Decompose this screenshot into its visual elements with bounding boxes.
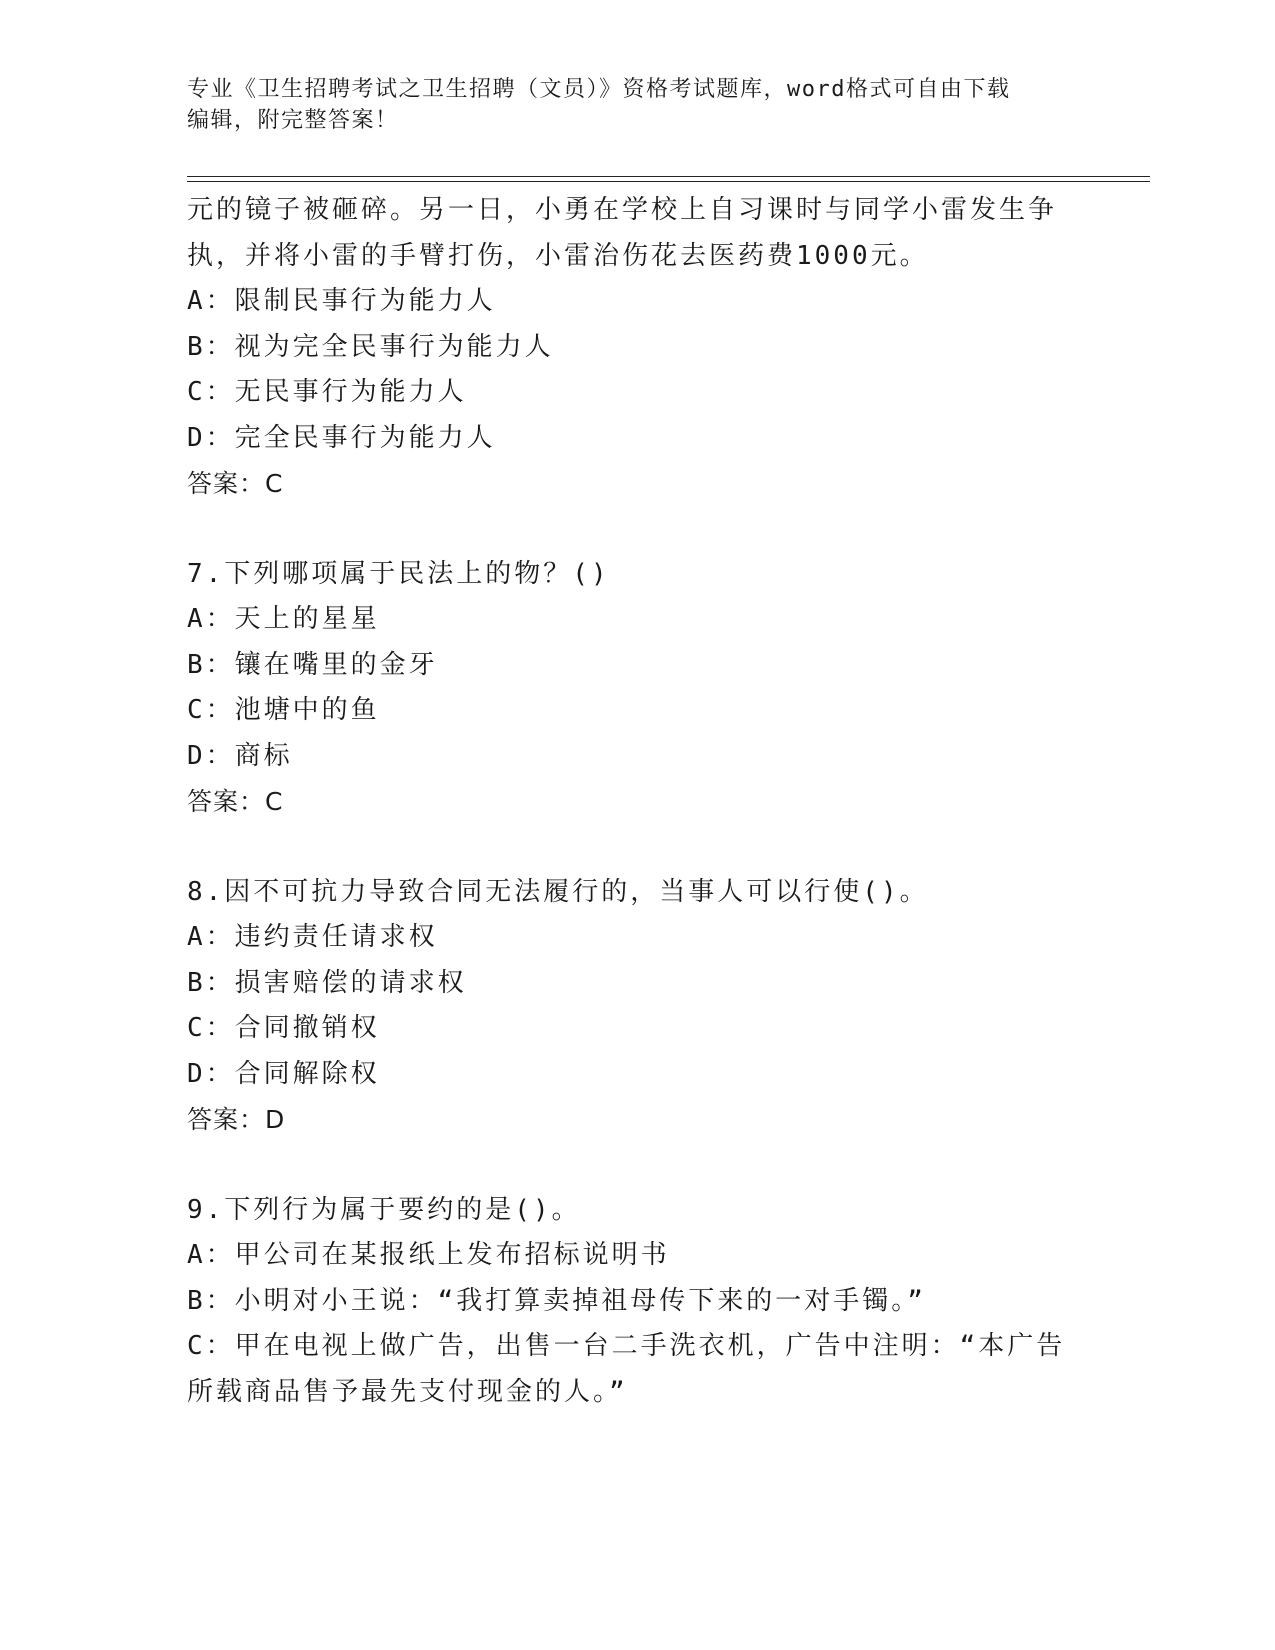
question-7-option-c: C：池塘中的鱼: [187, 695, 380, 725]
question-8-option-a: A：违约责任请求权: [187, 922, 438, 952]
question-8-option-d: D：合同解除权: [187, 1058, 380, 1089]
question-7-stem: 7.下列哪项属于民法上的物？(): [187, 558, 610, 589]
question-9-option-c-continued: 所载商品售予最先支付现金的人。”: [187, 1376, 628, 1407]
question-6-option-d: D：完全民事行为能力人: [187, 422, 496, 453]
question-9-option-c: C：甲在电视上做广告，出售一台二手洗衣机，广告中注明：“本广告: [187, 1331, 1066, 1361]
question-9-option-a: A：甲公司在某报纸上发布招标说明书: [187, 1240, 670, 1270]
question-6-option-c: C：无民事行为能力人: [187, 377, 467, 407]
question-8-stem: 8.因不可抗力导致合同无法履行的，当事人可以行使()。: [187, 876, 929, 907]
question-7-answer: 答案：C: [187, 787, 284, 816]
question-6-answer: 答案：C: [187, 469, 284, 498]
spacer: [187, 825, 1087, 870]
question-8-option-c: C：合同撤销权: [187, 1013, 380, 1043]
question-content: [187, 188, 1087, 1415]
question-6-option-a: A：限制民事行为能力人: [187, 286, 496, 316]
question-7-option-b: B：镶在嘴里的金牙: [187, 649, 438, 680]
question-8-answer: 答案：D: [187, 1105, 286, 1134]
question-9-option-b: B：小明对小王说：“我打算卖掉祖母传下来的一对手镯。”: [187, 1285, 926, 1316]
question-7-option-d: D：商标: [187, 740, 293, 771]
question-6-option-b: B：视为完全民事行为能力人: [187, 331, 554, 362]
question-9-stem: 9.下列行为属于要约的是()。: [187, 1194, 581, 1225]
question-6-stem-line-2: 执，并将小雷的手臂打伤，小雷治伤花去医药费1000元。: [187, 240, 929, 271]
document-header: [187, 74, 1087, 136]
question-7-option-a: A：天上的星星: [187, 604, 380, 634]
spacer: [187, 507, 1087, 552]
header-divider-top: [187, 176, 1150, 177]
spacer: [187, 1143, 1087, 1188]
question-8-option-b: B：损害赔偿的请求权: [187, 967, 467, 998]
question-6-stem-line-1: 元的镜子被砸碎。另一日，小勇在学校上自习课时与同学小雷发生争: [187, 195, 1058, 225]
header-divider-bottom: [187, 181, 1150, 182]
header-line-2: 编辑，附完整答案！: [187, 108, 399, 133]
header-line-1: 专业《卫生招聘考试之卫生招聘（文员）》资格考试题库，word格式可自由下载: [187, 77, 1011, 102]
